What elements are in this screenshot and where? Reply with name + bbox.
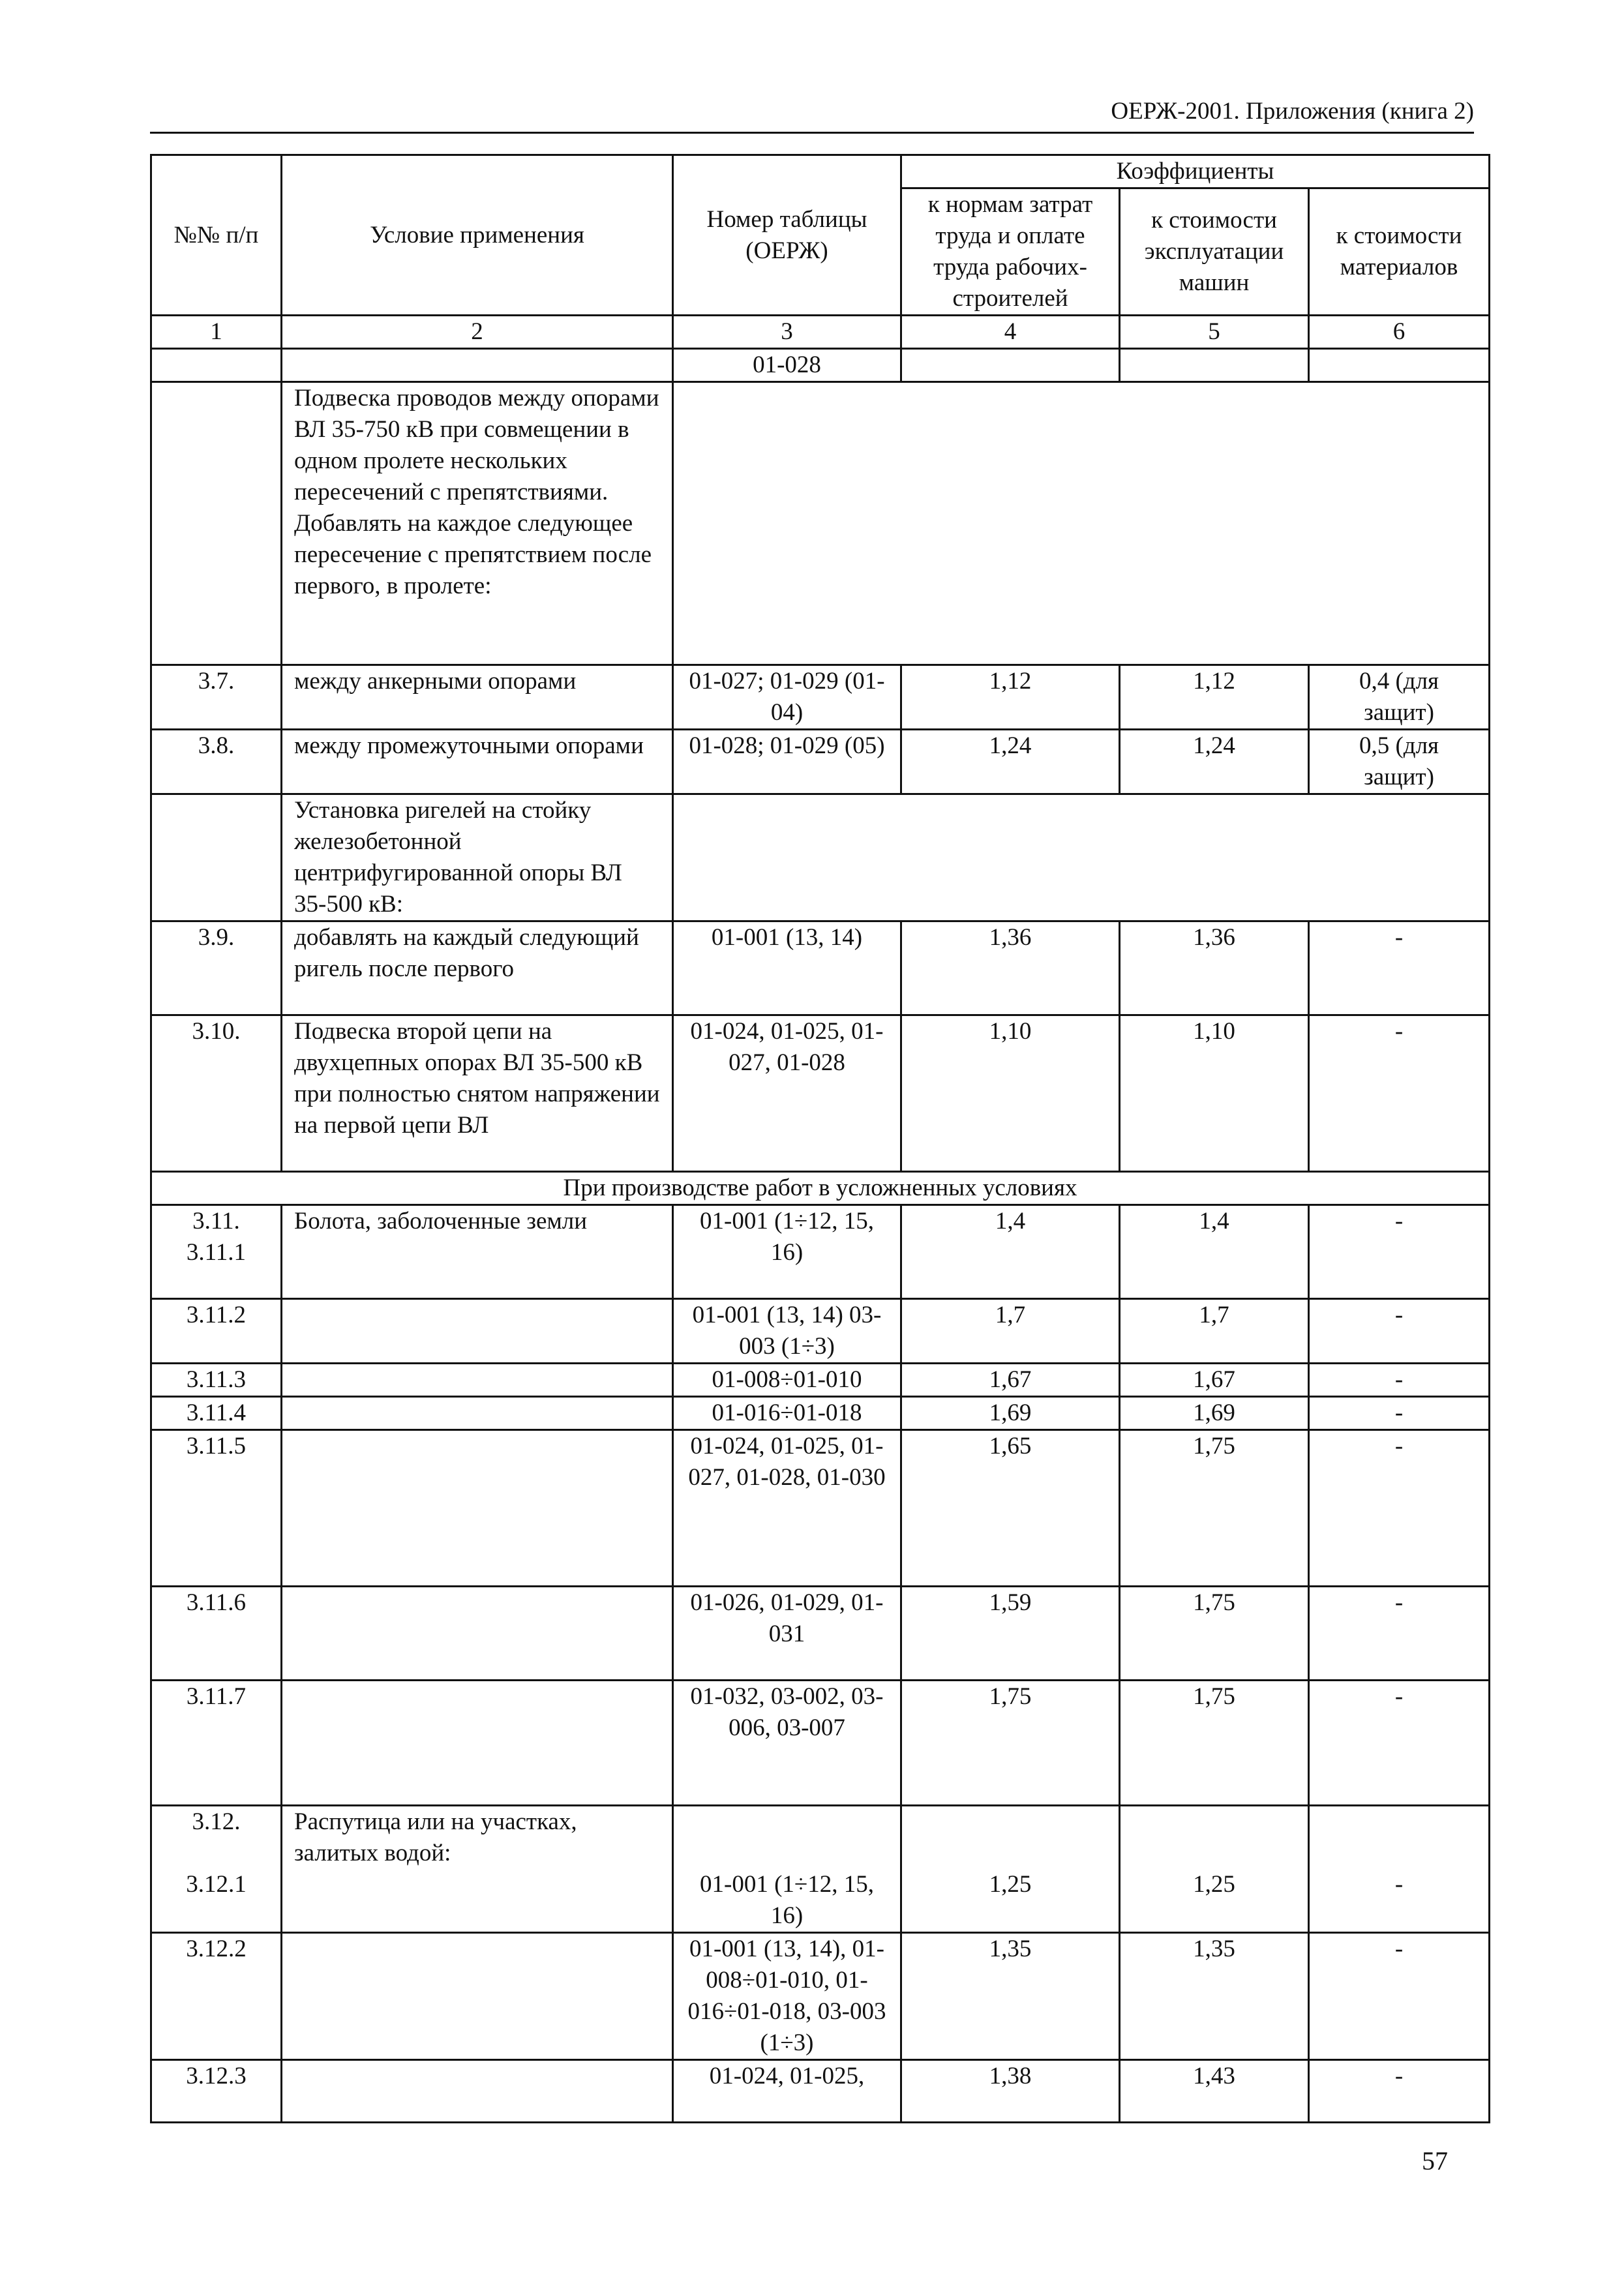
table-row xyxy=(151,1397,1490,1430)
row-condition xyxy=(282,1397,673,1430)
row-coef-labor: 1,24 xyxy=(901,730,1120,794)
row-coef-machines: 1,43 xyxy=(1120,2060,1309,2123)
row-number: 3.10. xyxy=(151,1015,282,1172)
row-table-number: 01-026, 01-029, 01-031 xyxy=(673,1587,901,1681)
column-number: 2 xyxy=(282,316,673,349)
row-coef-materials: - xyxy=(1309,1681,1490,1806)
row-coef-materials: 0,5 (для защит) xyxy=(1309,730,1490,794)
row-number: 3.11.6 xyxy=(151,1587,282,1681)
row-condition: Распутица или на участках, залитых водой: xyxy=(282,1806,673,1933)
row-table-number: 01-001 (1÷12, 15, 16) xyxy=(673,1205,901,1299)
row-number: 3.12.3 xyxy=(151,2060,282,2123)
row-coef-labor: 1,4 xyxy=(901,1205,1120,1299)
row-table-number: 01-001 (13, 14) xyxy=(673,921,901,1015)
group-empty xyxy=(673,382,1490,665)
row-coef-machines: 1,24 xyxy=(1120,730,1309,794)
row-coef-machines: 1,69 xyxy=(1120,1397,1309,1430)
table-row xyxy=(151,1587,1490,1681)
row-condition xyxy=(282,2060,673,2123)
group-row xyxy=(151,794,1490,921)
row-condition xyxy=(282,1299,673,1364)
row-coef-machines: 1,75 xyxy=(1120,1430,1309,1587)
row-coef-labor: 1,35 xyxy=(901,1933,1120,2060)
row-table-number: 01-027; 01-029 (01-04) xyxy=(673,665,901,730)
header-coefficients: Коэффициенты xyxy=(901,155,1490,188)
row-condition xyxy=(282,1681,673,1806)
row-number: 3.12.2 xyxy=(151,1933,282,2060)
row-condition: добавлять на каждый следующий ригель после первого xyxy=(282,921,673,1015)
row-table-number: 01-028; 01-029 (05) xyxy=(673,730,901,794)
row-condition: Установка ригелей на стойку железобетонной центрифугированной опоры ВЛ 35-500 кВ: xyxy=(282,794,673,921)
group-row xyxy=(151,382,1490,665)
row-coef-machines: 1,35 xyxy=(1120,1933,1309,2060)
row-number: 3.11. 3.11.1 xyxy=(151,1205,282,1299)
row-table-number: 01-032, 03-002, 03-006, 03-007 xyxy=(673,1681,901,1806)
table-row xyxy=(151,349,1490,382)
row-coef-materials: - xyxy=(1309,921,1490,1015)
row-condition xyxy=(282,1587,673,1681)
row-coef-labor: 1,69 xyxy=(901,1397,1120,1430)
table-row xyxy=(151,730,1490,794)
page-number: 57 xyxy=(1422,2146,1448,2176)
row-coef-materials: - xyxy=(1309,1299,1490,1364)
row-coef-machines: 1,25 xyxy=(1120,1806,1309,1933)
row-number: 3.9. xyxy=(151,921,282,1015)
row-coef-machines: 1,7 xyxy=(1120,1299,1309,1364)
header-table-number: Номер таблицы (ОЕРЖ) xyxy=(673,155,901,316)
row-condition: между промежуточными опорами xyxy=(282,730,673,794)
row-coef-machines: 1,12 xyxy=(1120,665,1309,730)
row-coef-machines: 1,67 xyxy=(1120,1364,1309,1397)
running-header xyxy=(150,98,1474,134)
row-coef-materials: 0,4 (для защит) xyxy=(1309,665,1490,730)
row-number: 3.8. xyxy=(151,730,282,794)
row-number: 3.11.7 xyxy=(151,1681,282,1806)
row-number xyxy=(151,382,282,665)
coefficients-table xyxy=(150,154,1490,2123)
column-number-row xyxy=(151,316,1490,349)
row-table-number: 01-028 xyxy=(673,349,901,382)
row-coef-labor: 1,10 xyxy=(901,1015,1120,1172)
row-coef-labor: 1,25 xyxy=(901,1806,1120,1933)
header-coef-labor: к нормам затрат труда и оплате труда рабочих-строителей xyxy=(901,188,1120,316)
row-coef-labor: 1,65 xyxy=(901,1430,1120,1587)
table-row xyxy=(151,1681,1490,1806)
row-number: 3.7. xyxy=(151,665,282,730)
row-coef-machines: 1,36 xyxy=(1120,921,1309,1015)
column-number: 5 xyxy=(1120,316,1309,349)
table-header-row xyxy=(151,155,1490,188)
row-condition: Подвеска проводов между опорами ВЛ 35-750 кВ при совмещении в одном пролете нескольких пересечений с препятствиями. Добавлять на каждое следующее пересечение с препятствием после первого, в пролете: xyxy=(282,382,673,665)
row-condition xyxy=(282,1933,673,2060)
table-row xyxy=(151,1299,1490,1364)
table-row xyxy=(151,665,1490,730)
row-condition xyxy=(282,349,673,382)
column-number: 1 xyxy=(151,316,282,349)
column-number: 4 xyxy=(901,316,1120,349)
row-coef-materials xyxy=(1309,349,1490,382)
row-table-number: 01-024, 01-025, 01-027, 01-028 xyxy=(673,1015,901,1172)
row-table-number: 01-016÷01-018 xyxy=(673,1397,901,1430)
row-table-number: 01-024, 01-025, xyxy=(673,2060,901,2123)
row-condition: Болота, заболоченные земли xyxy=(282,1205,673,1299)
row-coef-materials: - xyxy=(1309,1397,1490,1430)
row-table-number: 01-008÷01-010 xyxy=(673,1364,901,1397)
section-row xyxy=(151,1172,1490,1205)
column-number: 6 xyxy=(1309,316,1490,349)
table-row xyxy=(151,1933,1490,2060)
row-coef-labor: 1,67 xyxy=(901,1364,1120,1397)
row-coef-labor xyxy=(901,349,1120,382)
row-coef-materials: - xyxy=(1309,2060,1490,2123)
row-coef-labor: 1,36 xyxy=(901,921,1120,1015)
row-coef-machines: 1,75 xyxy=(1120,1587,1309,1681)
row-condition xyxy=(282,1364,673,1397)
row-table-number: 01-001 (1÷12, 15, 16) xyxy=(673,1806,901,1933)
row-number: 3.11.3 xyxy=(151,1364,282,1397)
row-coef-materials: - xyxy=(1309,1587,1490,1681)
table-row xyxy=(151,1205,1490,1299)
section-title: При производстве работ в усложненных условиях xyxy=(151,1172,1490,1205)
row-number xyxy=(151,794,282,921)
row-coef-machines: 1,10 xyxy=(1120,1015,1309,1172)
header-coef-materials: к стоимости материалов xyxy=(1309,188,1490,316)
running-header-title: ОЕРЖ-2001. Приложения (книга 2) xyxy=(1111,98,1474,125)
row-condition: между анкерными опорами xyxy=(282,665,673,730)
group-empty xyxy=(673,794,1490,921)
row-table-number: 01-001 (13, 14) 03-003 (1÷3) xyxy=(673,1299,901,1364)
row-coef-machines xyxy=(1120,349,1309,382)
row-condition: Подвеска второй цепи на двухцепных опорах ВЛ 35-500 кВ при полностью снятом напряжении на первой цепи ВЛ xyxy=(282,1015,673,1172)
row-condition xyxy=(282,1430,673,1587)
table-row xyxy=(151,2060,1490,2123)
column-number: 3 xyxy=(673,316,901,349)
header-num: №№ п/п xyxy=(151,155,282,316)
row-coef-materials: - xyxy=(1309,1933,1490,2060)
row-table-number: 01-024, 01-025, 01-027, 01-028, 01-030 xyxy=(673,1430,901,1587)
row-coef-materials: - xyxy=(1309,1430,1490,1587)
table-row xyxy=(151,921,1490,1015)
header-coef-machines: к стоимости эксплуатации машин xyxy=(1120,188,1309,316)
table-row xyxy=(151,1806,1490,1933)
table-row xyxy=(151,1015,1490,1172)
row-coef-materials: - xyxy=(1309,1205,1490,1299)
row-number: 3.11.4 xyxy=(151,1397,282,1430)
table-row xyxy=(151,1364,1490,1397)
header-condition: Условие применения xyxy=(282,155,673,316)
row-coef-labor: 1,38 xyxy=(901,2060,1120,2123)
row-coef-labor: 1,12 xyxy=(901,665,1120,730)
table-body xyxy=(151,349,1490,2123)
row-coef-labor: 1,59 xyxy=(901,1587,1120,1681)
table-row xyxy=(151,1430,1490,1587)
row-number: 3.11.5 xyxy=(151,1430,282,1587)
row-number xyxy=(151,349,282,382)
row-number: 3.12. 3.12.1 xyxy=(151,1806,282,1933)
row-coef-materials: - xyxy=(1309,1806,1490,1933)
row-coef-machines: 1,4 xyxy=(1120,1205,1309,1299)
row-coef-materials: - xyxy=(1309,1364,1490,1397)
row-coef-labor: 1,7 xyxy=(901,1299,1120,1364)
row-coef-labor: 1,75 xyxy=(901,1681,1120,1806)
row-coef-materials: - xyxy=(1309,1015,1490,1172)
row-number: 3.11.2 xyxy=(151,1299,282,1364)
row-table-number: 01-001 (13, 14), 01-008÷01-010, 01-016÷01-018, 03-003 (1÷3) xyxy=(673,1933,901,2060)
row-coef-machines: 1,75 xyxy=(1120,1681,1309,1806)
